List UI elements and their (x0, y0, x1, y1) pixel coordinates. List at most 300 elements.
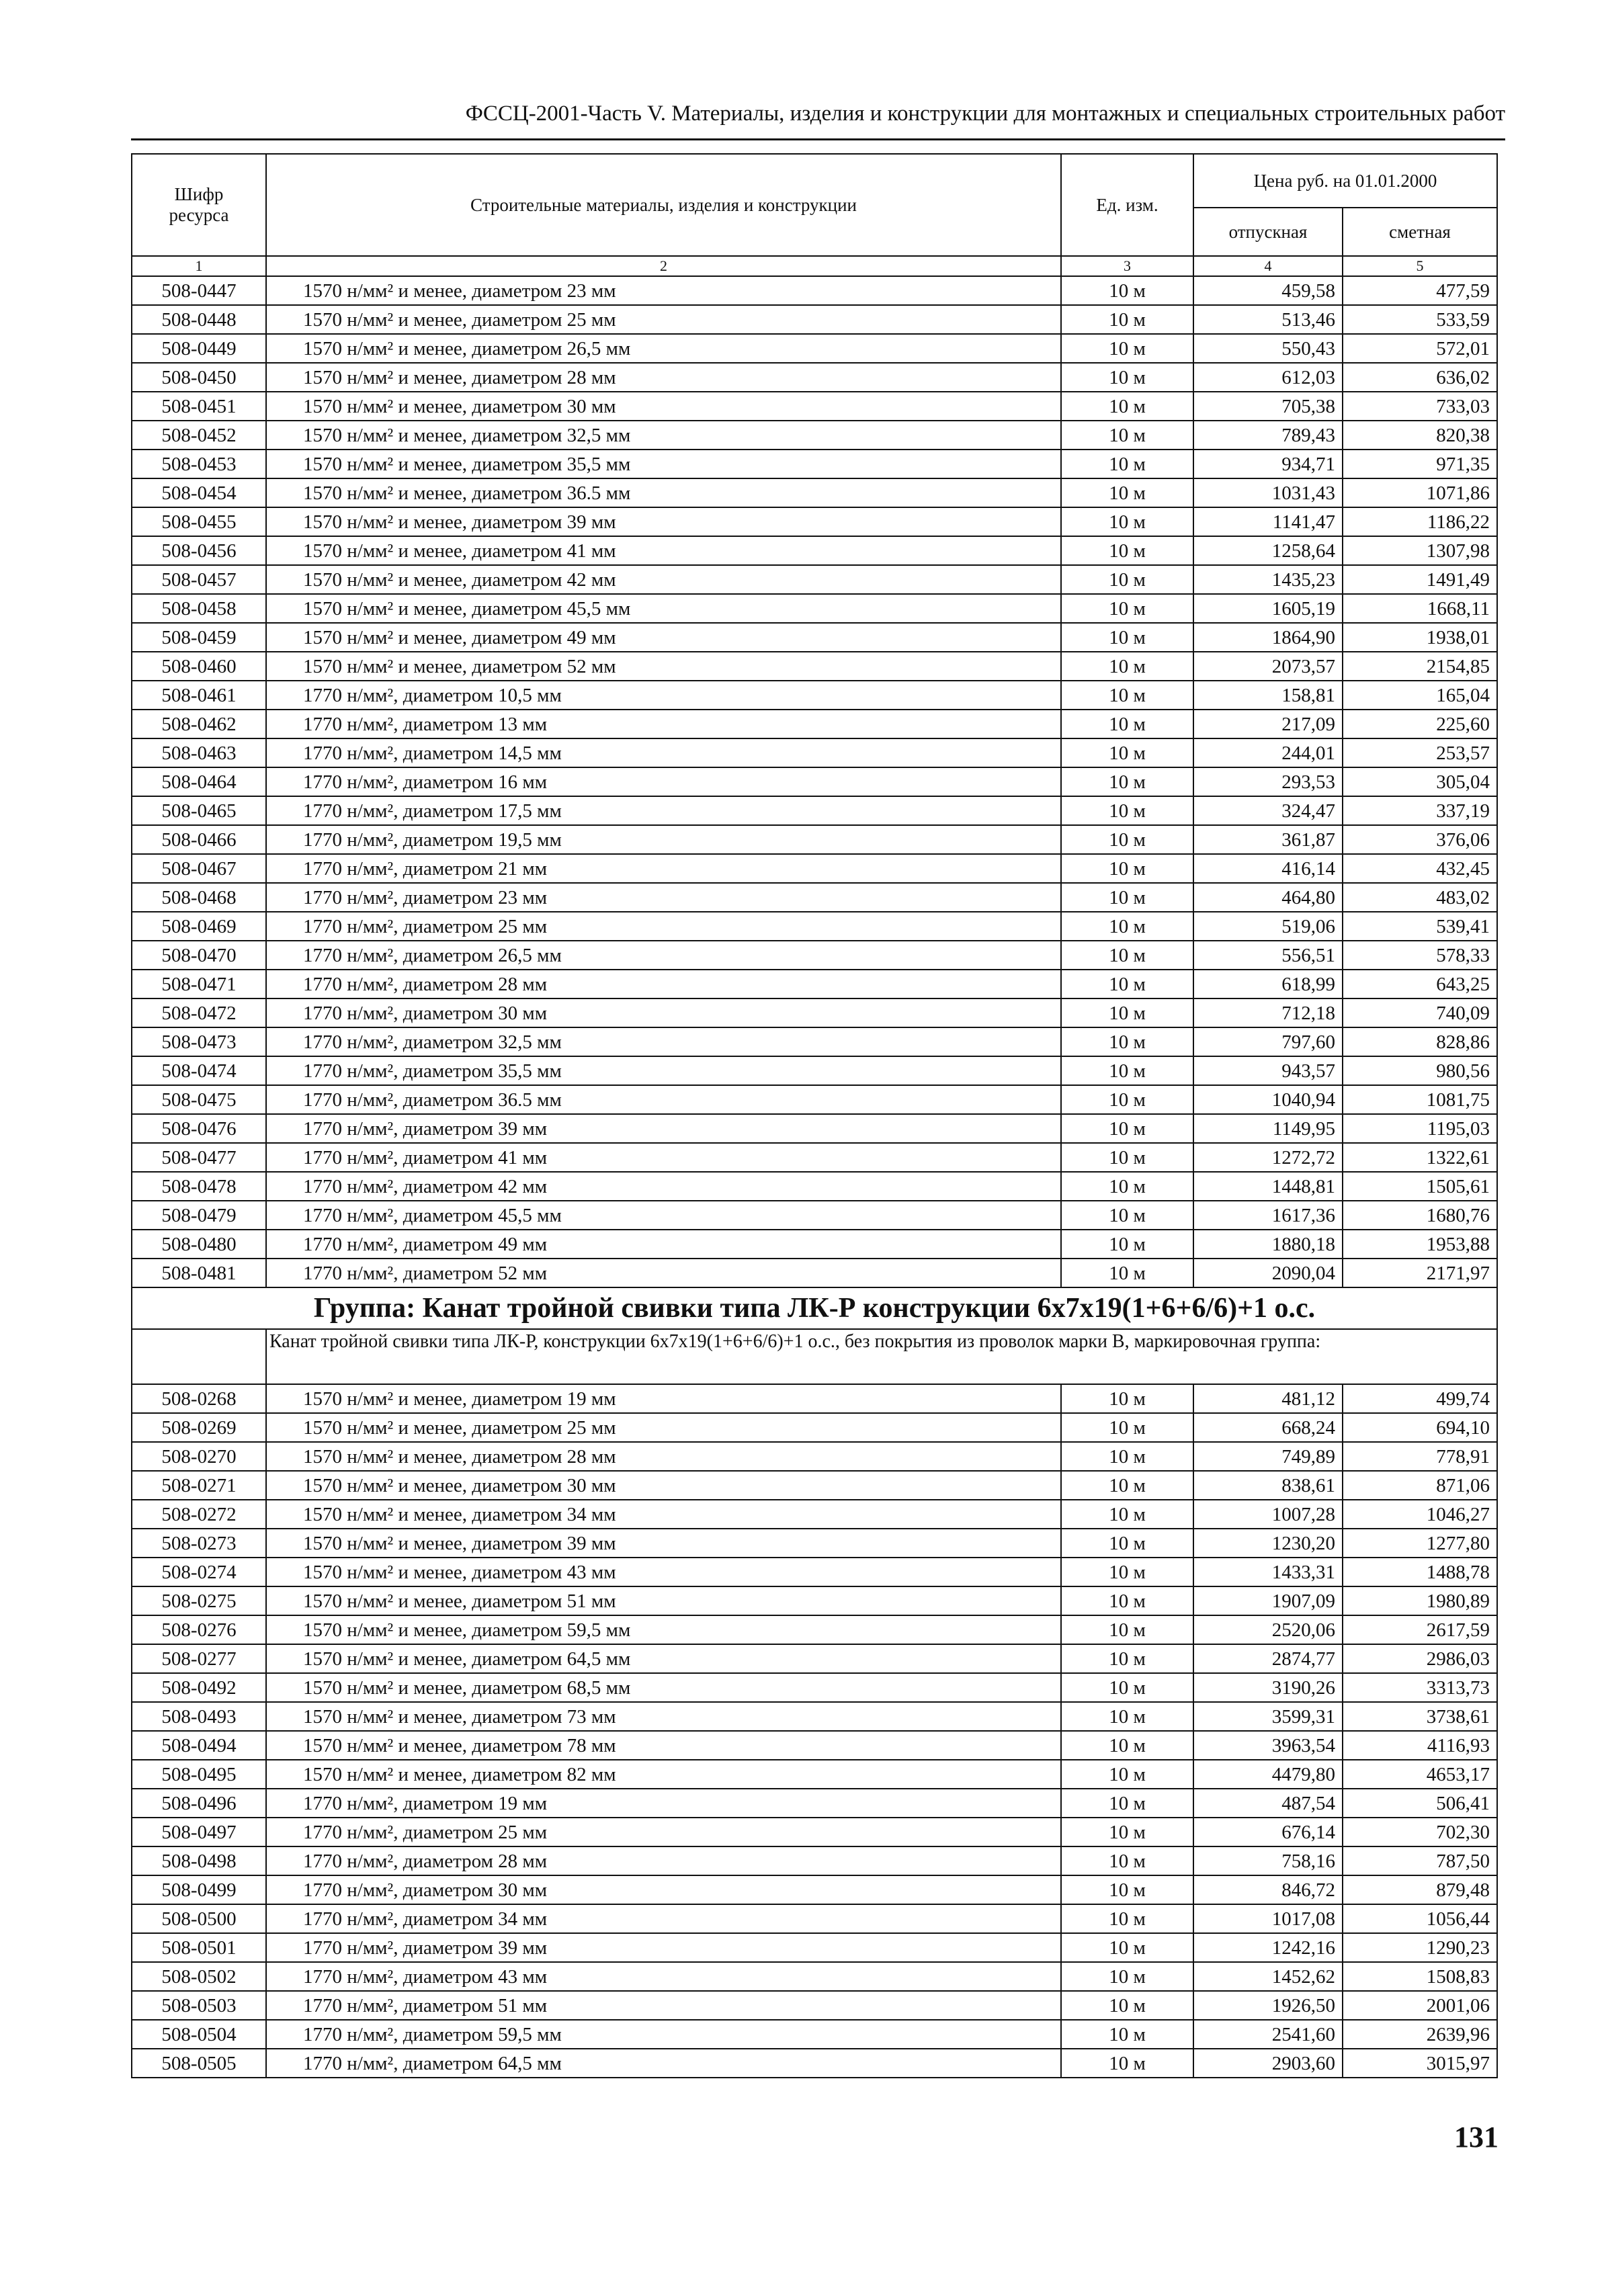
material-name: 1570 н/мм² и менее, диаметром 19 мм (266, 1384, 1061, 1413)
resource-code: 508-0470 (132, 941, 266, 970)
resource-code: 508-0462 (132, 710, 266, 738)
material-name: 1770 н/мм², диаметром 64,5 мм (266, 2049, 1061, 2078)
page-number: 131 (1454, 2121, 1499, 2154)
material-name: 1770 н/мм², диаметром 30 мм (266, 1875, 1061, 1904)
material-name: 1570 н/мм² и менее, диаметром 23 мм (266, 276, 1061, 305)
column-number: 1 (132, 256, 266, 276)
table-row (132, 565, 1497, 594)
resource-code: 508-0501 (132, 1933, 266, 1962)
price-estimate: 2617,59 (1343, 1615, 1497, 1644)
unit: 10 м (1061, 1143, 1193, 1172)
material-name: 1770 н/мм², диаметром 26,5 мм (266, 941, 1061, 970)
table-row (132, 1056, 1497, 1085)
price-release: 668,24 (1193, 1413, 1343, 1442)
column-number: 3 (1061, 256, 1193, 276)
material-name: 1770 н/мм², диаметром 59,5 мм (266, 2020, 1061, 2049)
price-estimate: 879,48 (1343, 1875, 1497, 1904)
unit: 10 м (1061, 594, 1193, 623)
resource-code: 508-0499 (132, 1875, 266, 1904)
material-name: 1770 н/мм², диаметром 25 мм (266, 912, 1061, 941)
table-row (132, 1085, 1497, 1114)
table-row (132, 681, 1497, 710)
price-release: 1433,31 (1193, 1558, 1343, 1586)
header-code: Шифр ресурса (132, 154, 266, 256)
material-name: 1570 н/мм² и менее, диаметром 39 мм (266, 507, 1061, 536)
table-row (132, 710, 1497, 738)
table-row (132, 883, 1497, 912)
price-estimate: 4653,17 (1343, 1760, 1497, 1789)
price-release: 1242,16 (1193, 1933, 1343, 1962)
unit: 10 м (1061, 1413, 1193, 1442)
resource-code: 508-0270 (132, 1442, 266, 1471)
unit: 10 м (1061, 623, 1193, 652)
unit: 10 м (1061, 1731, 1193, 1760)
table-row (132, 1230, 1497, 1259)
table-row (132, 912, 1497, 941)
table-row (132, 796, 1497, 825)
table-row (132, 392, 1497, 421)
table-row (132, 1143, 1497, 1172)
unit: 10 м (1061, 1384, 1193, 1413)
resource-code: 508-0479 (132, 1201, 266, 1230)
resource-code: 508-0268 (132, 1384, 266, 1413)
resource-code: 508-0471 (132, 970, 266, 998)
material-name: 1770 н/мм², диаметром 30 мм (266, 998, 1061, 1027)
unit: 10 м (1061, 1789, 1193, 1818)
resource-code: 508-0459 (132, 623, 266, 652)
unit: 10 м (1061, 450, 1193, 478)
header-name: Строительные материалы, изделия и конструкции (266, 154, 1061, 256)
table-row (132, 478, 1497, 507)
price-estimate: 828,86 (1343, 1027, 1497, 1056)
price-release: 481,12 (1193, 1384, 1343, 1413)
price-release: 361,87 (1193, 825, 1343, 854)
material-name: 1770 н/мм², диаметром 52 мм (266, 1259, 1061, 1287)
header-price-estimate: сметная (1343, 208, 1497, 256)
price-release: 464,80 (1193, 883, 1343, 912)
price-estimate: 2639,96 (1343, 2020, 1497, 2049)
resource-code: 508-0478 (132, 1172, 266, 1201)
resource-code: 508-0477 (132, 1143, 266, 1172)
unit: 10 м (1061, 941, 1193, 970)
resource-code: 508-0274 (132, 1558, 266, 1586)
table-row (132, 421, 1497, 450)
table-row (132, 825, 1497, 854)
price-release: 612,03 (1193, 363, 1343, 392)
table-row (132, 1172, 1497, 1201)
unit: 10 м (1061, 334, 1193, 363)
material-name: 1770 н/мм², диаметром 45,5 мм (266, 1201, 1061, 1230)
price-release: 934,71 (1193, 450, 1343, 478)
price-release: 1880,18 (1193, 1230, 1343, 1259)
material-name: 1770 н/мм², диаметром 39 мм (266, 1114, 1061, 1143)
price-release: 676,14 (1193, 1818, 1343, 1846)
group-row (132, 1287, 1497, 1329)
material-name: 1770 н/мм², диаметром 28 мм (266, 1846, 1061, 1875)
table-row (132, 767, 1497, 796)
unit: 10 м (1061, 681, 1193, 710)
resource-code: 508-0452 (132, 421, 266, 450)
resource-code: 508-0504 (132, 2020, 266, 2049)
resource-code: 508-0493 (132, 1702, 266, 1731)
table-row (132, 854, 1497, 883)
table-row (132, 623, 1497, 652)
table-row (132, 536, 1497, 565)
price-estimate: 1488,78 (1343, 1558, 1497, 1586)
price-estimate: 1307,98 (1343, 536, 1497, 565)
price-estimate: 2171,97 (1343, 1259, 1497, 1287)
resource-code: 508-0453 (132, 450, 266, 478)
price-release: 1926,50 (1193, 1991, 1343, 2020)
table-row (132, 1875, 1497, 1904)
resource-code: 508-0269 (132, 1413, 266, 1442)
resource-code: 508-0496 (132, 1789, 266, 1818)
material-name: 1570 н/мм² и менее, диаметром 28 мм (266, 1442, 1061, 1471)
material-name: 1770 н/мм², диаметром 41 мм (266, 1143, 1061, 1172)
price-release: 217,09 (1193, 710, 1343, 738)
unit: 10 м (1061, 854, 1193, 883)
column-number: 4 (1193, 256, 1343, 276)
material-name: 1570 н/мм² и менее, диаметром 41 мм (266, 536, 1061, 565)
price-estimate: 643,25 (1343, 970, 1497, 998)
price-estimate: 1081,75 (1343, 1085, 1497, 1114)
price-release: 705,38 (1193, 392, 1343, 421)
price-estimate: 778,91 (1343, 1442, 1497, 1471)
material-name: 1570 н/мм² и менее, диаметром 82 мм (266, 1760, 1061, 1789)
resource-code: 508-0273 (132, 1529, 266, 1558)
unit: 10 м (1061, 478, 1193, 507)
resource-code: 508-0447 (132, 276, 266, 305)
resource-code: 508-0455 (132, 507, 266, 536)
price-release: 2874,77 (1193, 1644, 1343, 1673)
material-name: 1570 н/мм² и менее, диаметром 25 мм (266, 1413, 1061, 1442)
price-estimate: 578,33 (1343, 941, 1497, 970)
header-price: Цена руб. на 01.01.2000 (1193, 154, 1497, 208)
resource-code: 508-0463 (132, 738, 266, 767)
unit: 10 м (1061, 1933, 1193, 1962)
table-row (132, 1731, 1497, 1760)
table-row (132, 363, 1497, 392)
table-row (132, 2020, 1497, 2049)
price-release: 1605,19 (1193, 594, 1343, 623)
resource-code: 508-0272 (132, 1500, 266, 1529)
material-name: 1770 н/мм², диаметром 19,5 мм (266, 825, 1061, 854)
material-name: 1770 н/мм², диаметром 17,5 мм (266, 796, 1061, 825)
unit: 10 м (1061, 1056, 1193, 1085)
unit: 10 м (1061, 1962, 1193, 1991)
resource-code: 508-0473 (132, 1027, 266, 1056)
price-release: 3190,26 (1193, 1673, 1343, 1702)
material-name: 1770 н/мм², диаметром 49 мм (266, 1230, 1061, 1259)
table-row (132, 1201, 1497, 1230)
resource-code: 508-0451 (132, 392, 266, 421)
unit: 10 м (1061, 1904, 1193, 1933)
unit: 10 м (1061, 536, 1193, 565)
table-row (132, 305, 1497, 334)
price-estimate: 165,04 (1343, 681, 1497, 710)
price-estimate: 539,41 (1343, 912, 1497, 941)
material-name: 1570 н/мм² и менее, диаметром 45,5 мм (266, 594, 1061, 623)
price-estimate: 702,30 (1343, 1818, 1497, 1846)
price-release: 2090,04 (1193, 1259, 1343, 1287)
price-release: 2073,57 (1193, 652, 1343, 681)
header-price-release: отпускная (1193, 208, 1343, 256)
material-name: 1570 н/мм² и менее, диаметром 28 мм (266, 363, 1061, 392)
resource-code: 508-0464 (132, 767, 266, 796)
unit: 10 м (1061, 767, 1193, 796)
unit: 10 м (1061, 912, 1193, 941)
price-estimate: 4116,93 (1343, 1731, 1497, 1760)
resource-code: 508-0277 (132, 1644, 266, 1673)
table-row (132, 507, 1497, 536)
resource-code: 508-0467 (132, 854, 266, 883)
price-estimate: 1980,89 (1343, 1586, 1497, 1615)
price-release: 1258,64 (1193, 536, 1343, 565)
table-row (132, 334, 1497, 363)
table-body-section-2 (132, 1384, 1497, 2078)
unit: 10 м (1061, 1991, 1193, 2020)
material-name: 1770 н/мм², диаметром 28 мм (266, 970, 1061, 998)
table-row (132, 1413, 1497, 1442)
table-row (132, 1027, 1497, 1056)
unit: 10 м (1061, 1615, 1193, 1644)
column-number: 2 (266, 256, 1061, 276)
group-description-row (132, 1329, 1497, 1384)
material-name: 1770 н/мм², диаметром 21 мм (266, 854, 1061, 883)
price-release: 1040,94 (1193, 1085, 1343, 1114)
material-name: 1570 н/мм² и менее, диаметром 39 мм (266, 1529, 1061, 1558)
group-description: Канат тройной свивки типа ЛК-Р, конструкции 6х7х19(1+6+6/6)+1 о.с., без покрытия из проволок марки В, маркировочная группа: (266, 1329, 1497, 1384)
material-name: 1770 н/мм², диаметром 10,5 мм (266, 681, 1061, 710)
resource-code: 508-0468 (132, 883, 266, 912)
material-name: 1570 н/мм² и менее, диаметром 49 мм (266, 623, 1061, 652)
price-estimate: 1322,61 (1343, 1143, 1497, 1172)
material-name: 1570 н/мм² и менее, диаметром 30 мм (266, 1471, 1061, 1500)
unit: 10 м (1061, 1818, 1193, 1846)
empty-cell (132, 1329, 266, 1384)
price-estimate: 533,59 (1343, 305, 1497, 334)
price-release: 1031,43 (1193, 478, 1343, 507)
unit: 10 м (1061, 796, 1193, 825)
price-release: 1435,23 (1193, 565, 1343, 594)
price-estimate: 971,35 (1343, 450, 1497, 478)
material-name: 1770 н/мм², диаметром 36.5 мм (266, 1085, 1061, 1114)
price-release: 1452,62 (1193, 1962, 1343, 1991)
price-estimate: 1056,44 (1343, 1904, 1497, 1933)
price-release: 758,16 (1193, 1846, 1343, 1875)
resource-code: 508-0500 (132, 1904, 266, 1933)
table-row (132, 1114, 1497, 1143)
material-name: 1570 н/мм² и менее, диаметром 30 мм (266, 392, 1061, 421)
price-release: 789,43 (1193, 421, 1343, 450)
material-name: 1770 н/мм², диаметром 43 мм (266, 1962, 1061, 1991)
price-release: 797,60 (1193, 1027, 1343, 1056)
price-release: 3599,31 (1193, 1702, 1343, 1731)
material-name: 1770 н/мм², диаметром 13 мм (266, 710, 1061, 738)
table-row (132, 1259, 1497, 1287)
material-name: 1770 н/мм², диаметром 16 мм (266, 767, 1061, 796)
unit: 10 м (1061, 1201, 1193, 1230)
resource-code: 508-0457 (132, 565, 266, 594)
unit: 10 м (1061, 507, 1193, 536)
table-row (132, 1586, 1497, 1615)
material-name: 1570 н/мм² и менее, диаметром 52 мм (266, 652, 1061, 681)
resource-code: 508-0494 (132, 1731, 266, 1760)
unit: 10 м (1061, 970, 1193, 998)
table-row (132, 1529, 1497, 1558)
material-name: 1570 н/мм² и менее, диаметром 51 мм (266, 1586, 1061, 1615)
column-number: 5 (1343, 256, 1497, 276)
price-estimate: 787,50 (1343, 1846, 1497, 1875)
running-header: ФССЦ-2001-Часть V. Материалы, изделия и конструкции для монтажных и специальных строительных работ (131, 94, 1505, 140)
table-row (132, 941, 1497, 970)
unit: 10 м (1061, 2020, 1193, 2049)
resource-code: 508-0474 (132, 1056, 266, 1085)
resource-code: 508-0505 (132, 2049, 266, 2078)
table-row (132, 276, 1497, 305)
table-row (132, 1760, 1497, 1789)
unit: 10 м (1061, 738, 1193, 767)
price-release: 838,61 (1193, 1471, 1343, 1500)
table-row (132, 1471, 1497, 1500)
material-name: 1770 н/мм², диаметром 42 мм (266, 1172, 1061, 1201)
price-release: 158,81 (1193, 681, 1343, 710)
price-estimate: 483,02 (1343, 883, 1497, 912)
unit: 10 м (1061, 710, 1193, 738)
resource-code: 508-0498 (132, 1846, 266, 1875)
material-name: 1770 н/мм², диаметром 35,5 мм (266, 1056, 1061, 1085)
table-row (132, 594, 1497, 623)
price-estimate: 337,19 (1343, 796, 1497, 825)
price-estimate: 2986,03 (1343, 1644, 1497, 1673)
price-estimate: 253,57 (1343, 738, 1497, 767)
price-release: 1448,81 (1193, 1172, 1343, 1201)
price-estimate: 636,02 (1343, 363, 1497, 392)
unit: 10 м (1061, 1673, 1193, 1702)
price-estimate: 572,01 (1343, 334, 1497, 363)
unit: 10 м (1061, 1500, 1193, 1529)
table-row (132, 450, 1497, 478)
price-estimate: 1186,22 (1343, 507, 1497, 536)
price-release: 2903,60 (1193, 2049, 1343, 2078)
price-release: 712,18 (1193, 998, 1343, 1027)
unit: 10 м (1061, 1875, 1193, 1904)
resource-code: 508-0475 (132, 1085, 266, 1114)
price-estimate: 694,10 (1343, 1413, 1497, 1442)
resource-code: 508-0480 (132, 1230, 266, 1259)
price-release: 1149,95 (1193, 1114, 1343, 1143)
price-release: 513,46 (1193, 305, 1343, 334)
price-release: 1272,72 (1193, 1143, 1343, 1172)
price-estimate: 477,59 (1343, 276, 1497, 305)
table-row (132, 1933, 1497, 1962)
unit: 10 м (1061, 2049, 1193, 2078)
price-release: 943,57 (1193, 1056, 1343, 1085)
price-estimate: 432,45 (1343, 854, 1497, 883)
price-estimate: 871,06 (1343, 1471, 1497, 1500)
resource-code: 508-0502 (132, 1962, 266, 1991)
price-estimate: 3313,73 (1343, 1673, 1497, 1702)
unit: 10 м (1061, 1259, 1193, 1287)
unit: 10 м (1061, 1529, 1193, 1558)
resource-code: 508-0456 (132, 536, 266, 565)
price-release: 4479,80 (1193, 1760, 1343, 1789)
table-row (132, 1991, 1497, 2020)
resource-code: 508-0454 (132, 478, 266, 507)
material-name: 1770 н/мм², диаметром 23 мм (266, 883, 1061, 912)
material-name: 1770 н/мм², диаметром 39 мм (266, 1933, 1061, 1962)
table-row (132, 1384, 1497, 1413)
material-name: 1570 н/мм² и менее, диаметром 34 мм (266, 1500, 1061, 1529)
price-estimate: 1071,86 (1343, 478, 1497, 507)
price-release: 556,51 (1193, 941, 1343, 970)
unit: 10 м (1061, 1442, 1193, 1471)
unit: 10 м (1061, 825, 1193, 854)
price-estimate: 376,06 (1343, 825, 1497, 854)
resource-code: 508-0476 (132, 1114, 266, 1143)
price-estimate: 2154,85 (1343, 652, 1497, 681)
material-name: 1570 н/мм² и менее, диаметром 64,5 мм (266, 1644, 1061, 1673)
unit: 10 м (1061, 1114, 1193, 1143)
price-release: 618,99 (1193, 970, 1343, 998)
unit: 10 м (1061, 1558, 1193, 1586)
price-estimate: 980,56 (1343, 1056, 1497, 1085)
material-name: 1570 н/мм² и менее, диаметром 36.5 мм (266, 478, 1061, 507)
price-estimate: 225,60 (1343, 710, 1497, 738)
table-body-section-1 (132, 276, 1497, 1287)
price-estimate: 2001,06 (1343, 1991, 1497, 2020)
price-estimate: 740,09 (1343, 998, 1497, 1027)
price-estimate: 1953,88 (1343, 1230, 1497, 1259)
price-estimate: 499,74 (1343, 1384, 1497, 1413)
unit: 10 м (1061, 1027, 1193, 1056)
resource-code: 508-0458 (132, 594, 266, 623)
table-row (132, 652, 1497, 681)
unit: 10 м (1061, 1644, 1193, 1673)
table-row (132, 738, 1497, 767)
price-release: 487,54 (1193, 1789, 1343, 1818)
resource-code: 508-0460 (132, 652, 266, 681)
price-release: 3963,54 (1193, 1731, 1343, 1760)
resource-code: 508-0469 (132, 912, 266, 941)
resource-code: 508-0450 (132, 363, 266, 392)
material-name: 1570 н/мм² и менее, диаметром 35,5 мм (266, 450, 1061, 478)
price-estimate: 1508,83 (1343, 1962, 1497, 1991)
price-release: 324,47 (1193, 796, 1343, 825)
table-row (132, 1702, 1497, 1731)
material-name: 1770 н/мм², диаметром 34 мм (266, 1904, 1061, 1933)
table-row (132, 998, 1497, 1027)
unit: 10 м (1061, 1172, 1193, 1201)
table-row (132, 1846, 1497, 1875)
price-estimate: 1046,27 (1343, 1500, 1497, 1529)
unit: 10 м (1061, 565, 1193, 594)
price-release: 550,43 (1193, 334, 1343, 363)
table-row (132, 1442, 1497, 1471)
price-release: 2541,60 (1193, 2020, 1343, 2049)
unit: 10 м (1061, 421, 1193, 450)
unit: 10 м (1061, 1471, 1193, 1500)
price-estimate: 820,38 (1343, 421, 1497, 450)
table-row (132, 1789, 1497, 1818)
unit: 10 м (1061, 305, 1193, 334)
unit: 10 м (1061, 1846, 1193, 1875)
group-title: Группа: Канат тройной свивки типа ЛК-Р конструкции 6х7х19(1+6+6/6)+1 о.с. (132, 1287, 1497, 1329)
material-name: 1570 н/мм² и менее, диаметром 73 мм (266, 1702, 1061, 1731)
unit: 10 м (1061, 1760, 1193, 1789)
resource-code: 508-0465 (132, 796, 266, 825)
price-release: 459,58 (1193, 276, 1343, 305)
